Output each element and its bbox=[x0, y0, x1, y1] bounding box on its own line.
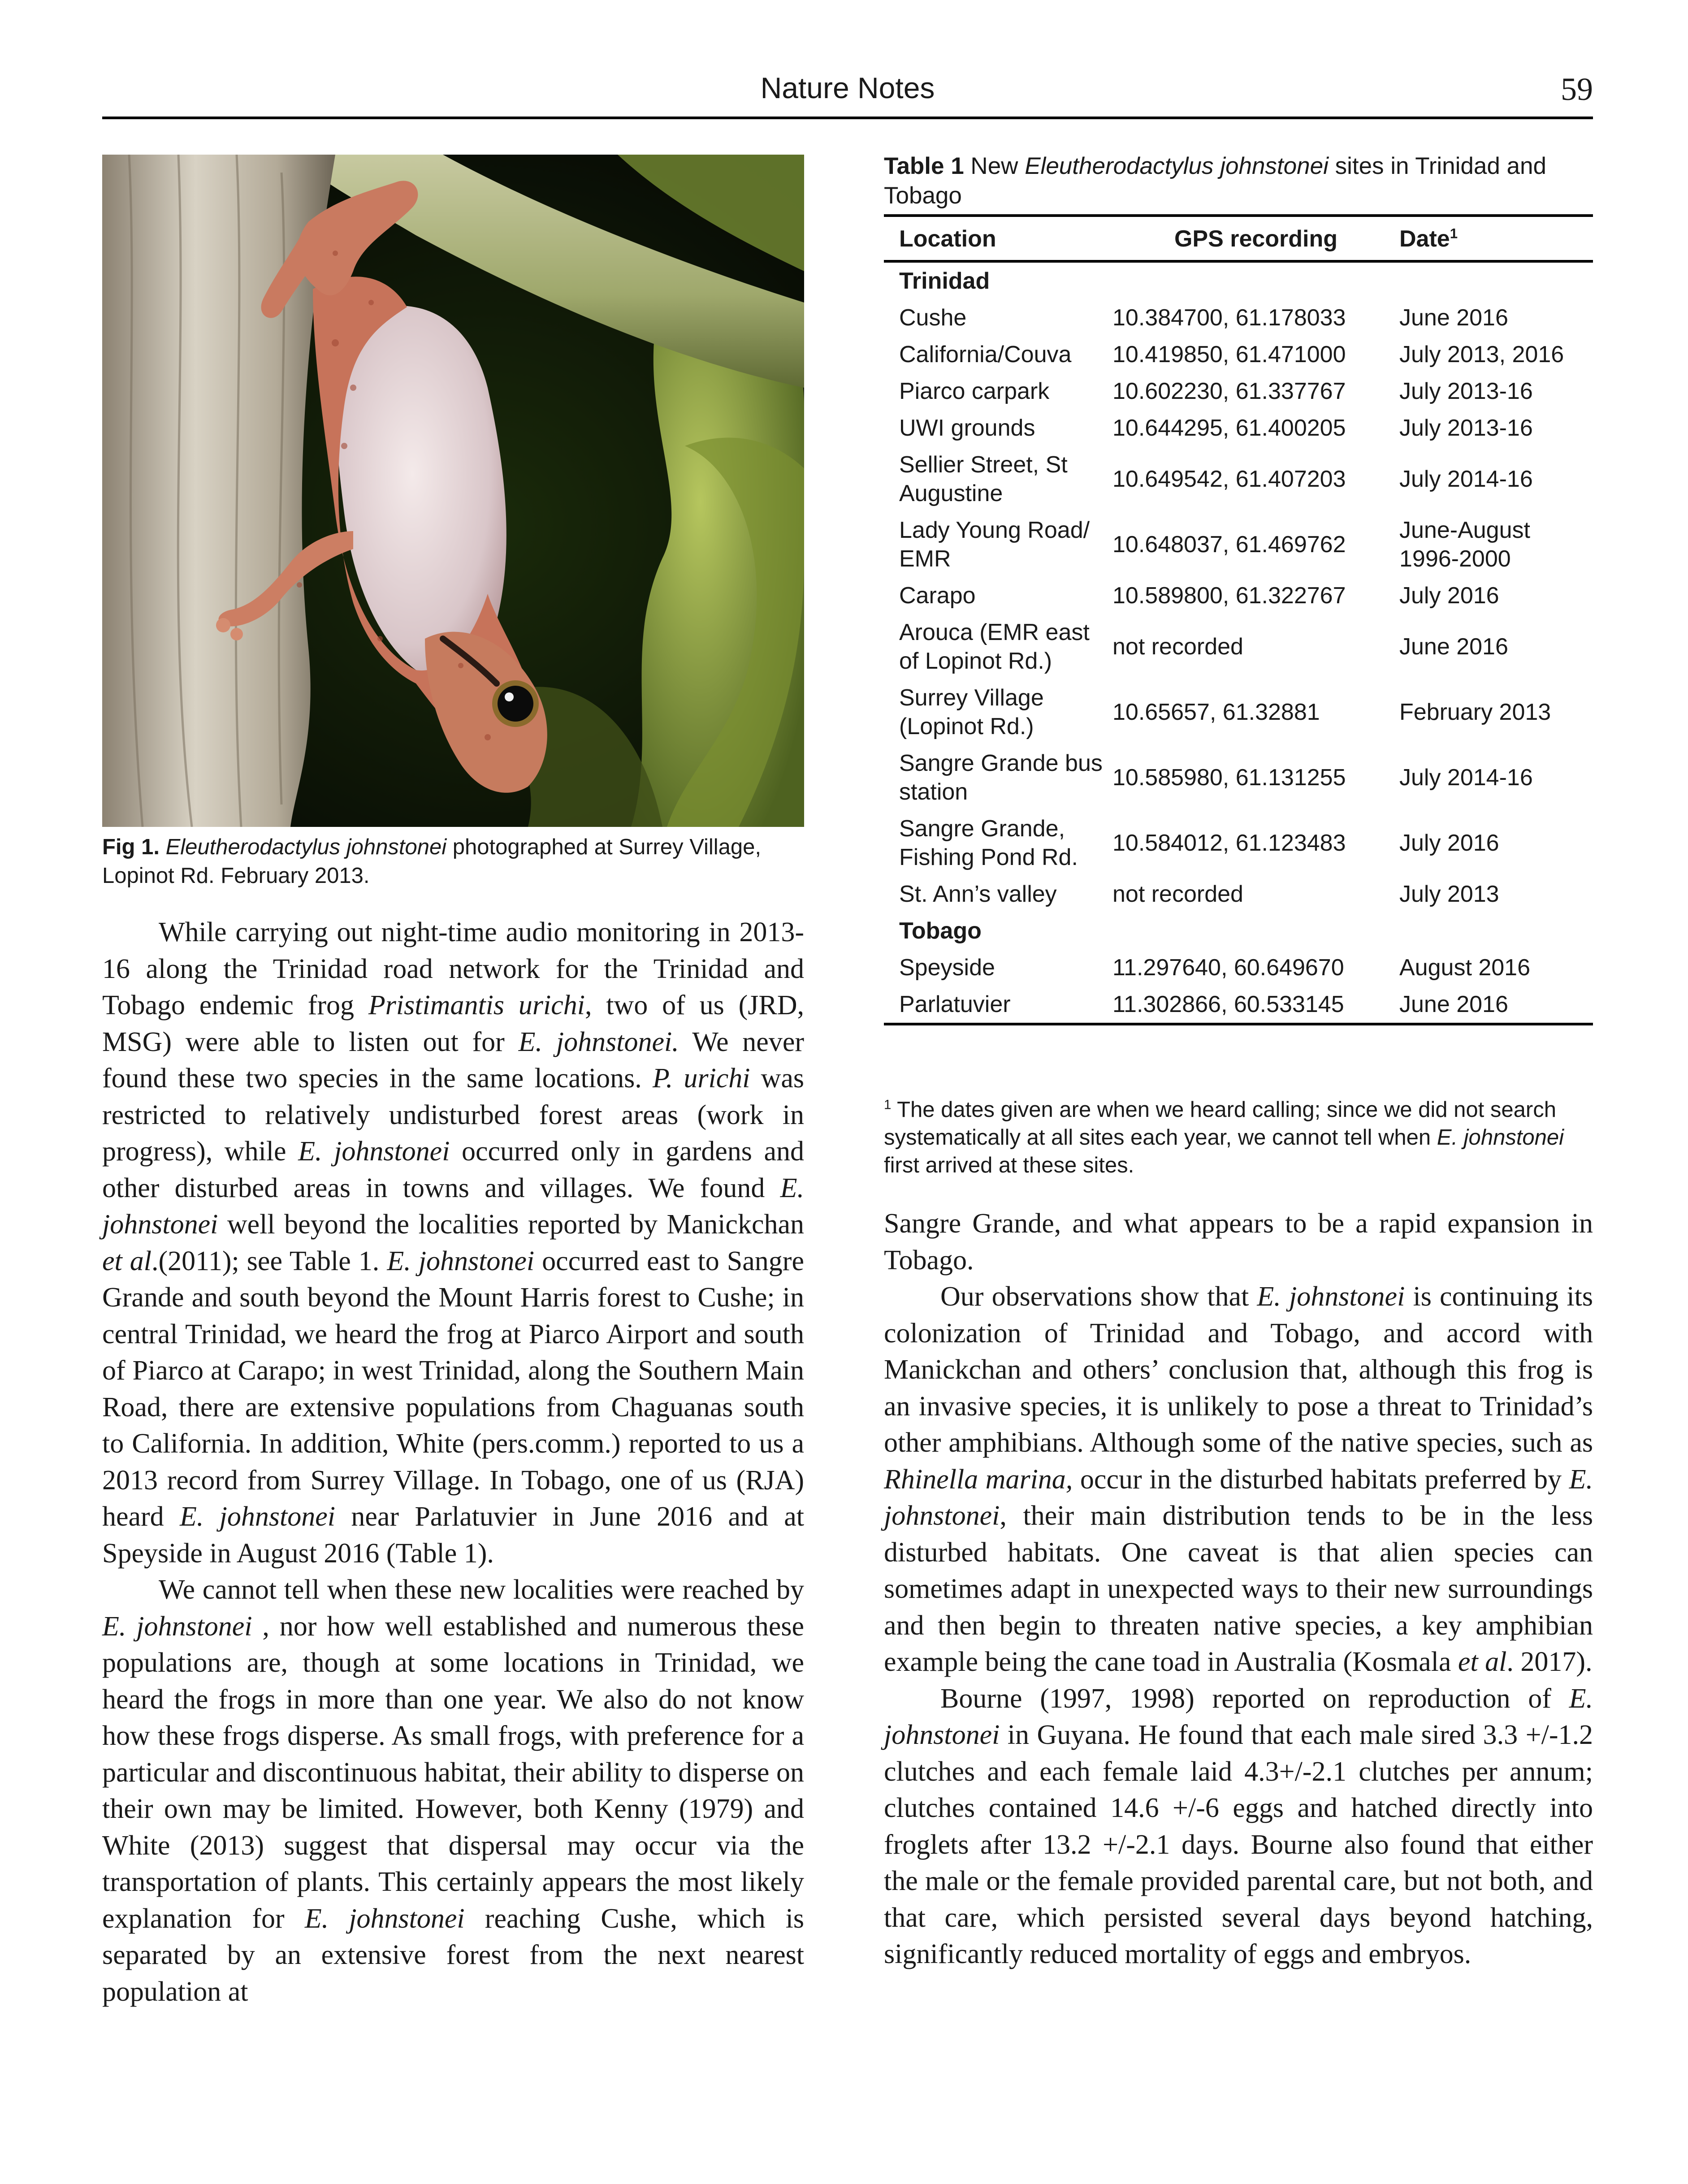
table-row bbox=[884, 614, 1593, 679]
paragraph bbox=[884, 1681, 1593, 1973]
text-run: .(2011); see Table 1. bbox=[151, 1246, 387, 1276]
italic-text: E. johnstonei bbox=[102, 1172, 804, 1240]
cell-location: Sangre Grande bus station bbox=[899, 750, 1103, 805]
column-header-location: Location bbox=[884, 216, 1112, 261]
column-header-date bbox=[1399, 216, 1593, 261]
cell-gps: 10.644295, 61.400205 bbox=[1112, 415, 1346, 441]
figure-caption-text: photographed at Surrey Village, Lopinot Rd. February 2013. bbox=[102, 835, 762, 888]
page-number: 59 bbox=[1561, 71, 1593, 107]
cell-date: July 2013, 2016 bbox=[1399, 342, 1564, 368]
table-caption-post: sites in Trinidad and Tobago bbox=[884, 153, 1546, 209]
text-run: . 2017). bbox=[1506, 1647, 1593, 1677]
cell-gps: 10.384700, 61.178033 bbox=[1112, 305, 1346, 331]
footnote-species: E. johnstonei bbox=[1437, 1125, 1564, 1150]
table-row bbox=[884, 512, 1593, 577]
left-column-text bbox=[102, 914, 804, 2010]
cell-location: UWI grounds bbox=[899, 415, 1035, 441]
italic-text: E. johnstonei bbox=[387, 1246, 535, 1276]
cell-gps: not recorded bbox=[1112, 634, 1243, 660]
cell-location: Sangre Grande, Fishing Pond Rd. bbox=[899, 816, 1078, 870]
text-run: We cannot tell when these new localities were reached by bbox=[159, 1574, 804, 1605]
paragraph bbox=[102, 914, 804, 1572]
text-run: occurred east to Sangre Grande and south beyond the Mount Harris forest to Cushe; in central Trinidad, we heard the frog at Piarco Airport and south of Piarco at Carapo; in west Trinidad, along the Southern Main Road, there are extensive populations from Chaguanas south to California. In addition, White (pers.comm.) reported to us a 2013 record from Surrey Village. In Tobago, one of us (RJA) heard bbox=[102, 1246, 804, 1532]
cell-location: Parlatuvier bbox=[884, 986, 1112, 1024]
cell-location: Arouca (EMR east of Lopinot Rd.) bbox=[899, 619, 1090, 674]
text-run: Our observations show that bbox=[940, 1281, 1257, 1312]
table-body bbox=[884, 261, 1593, 1024]
table-caption bbox=[884, 151, 1593, 211]
table-row bbox=[884, 410, 1593, 446]
cell-gps: 10.602230, 61.337767 bbox=[1112, 378, 1346, 404]
table-caption-pre: New bbox=[964, 153, 1025, 179]
footnote-mark: 1 bbox=[884, 1097, 892, 1112]
figure-caption-species: Eleutherodactylus johnstonei bbox=[165, 835, 447, 859]
frog-photograph bbox=[102, 155, 804, 827]
cell-gps: 10.584012, 61.123483 bbox=[1112, 830, 1346, 856]
italic-text: E. johnstonei. bbox=[518, 1026, 679, 1057]
cell-date: July 2014-16 bbox=[1399, 765, 1533, 791]
cell-gps: 11.302866, 60.533145 bbox=[1112, 986, 1399, 1024]
footnote-text-pre: The dates given are when we heard calling; since we did not search systematically at all sites each year, we cannot tell when bbox=[884, 1098, 1556, 1150]
footnote-text-post: first arrived at these sites. bbox=[884, 1153, 1134, 1177]
text-run: , two of us (JRD, MSG) were able to listen out for bbox=[102, 990, 804, 1057]
italic-text: Pristimantis urichi bbox=[368, 990, 585, 1021]
italic-text: et al bbox=[102, 1246, 152, 1276]
cell-date: June 2016 bbox=[1399, 986, 1593, 1024]
cell-gps: not recorded bbox=[1112, 881, 1243, 907]
table-row bbox=[884, 745, 1593, 810]
cell-date: July 2013 bbox=[1399, 881, 1499, 907]
cell-date: July 2013-16 bbox=[1399, 378, 1533, 404]
italic-text: E. johnstonei bbox=[298, 1136, 450, 1167]
table-footnote bbox=[884, 1096, 1593, 1179]
table-header-row bbox=[884, 216, 1593, 261]
cell-gps: 10.649542, 61.407203 bbox=[1112, 466, 1346, 492]
text-run: in Guyana. He found that each male sired 3.3 +/-1.2 clutches and each female laid 4.3+/-2.1 clutches per annum; clutches contained 14.6 +/-6 eggs and hatched directly into froglets after 13.2 +/-2.1 days. Bourne also found that either the male or the female provided parental care, but not both, and that care, which persisted several days beyond hatching, significantly reduced mortality of eggs and embryos. bbox=[884, 1720, 1593, 1969]
italic-text: E. johnstonei bbox=[1257, 1281, 1405, 1312]
text-run: reaching Cushe, which is separated by an extensive forest from the next nearest population at bbox=[102, 1903, 805, 2007]
cell-location: Sellier Street, St Augustine bbox=[899, 452, 1068, 506]
italic-text: E. johnstonei bbox=[884, 1464, 1593, 1531]
cell-date: June 2016 bbox=[1399, 634, 1508, 660]
italic-text: P. urichi bbox=[652, 1063, 750, 1094]
cell-location: St. Ann’s valley bbox=[899, 881, 1057, 907]
cell-gps: 10.65657, 61.32881 bbox=[1112, 699, 1320, 725]
table-row bbox=[884, 336, 1593, 373]
table-group-row bbox=[884, 913, 1593, 949]
cell-date: July 2013-16 bbox=[1399, 415, 1533, 441]
paragraph bbox=[884, 1279, 1593, 1681]
text-run: was restricted to relatively undisturbed forest areas (work in progress), while bbox=[102, 1063, 804, 1167]
cell-date: August 2016 bbox=[1399, 955, 1531, 981]
table-row bbox=[884, 299, 1593, 336]
text-run: Sangre Grande, and what appears to be a rapid expansion in Tobago. bbox=[884, 1208, 1593, 1276]
column-header-gps: GPS recording bbox=[1112, 216, 1399, 261]
table-row bbox=[884, 679, 1593, 745]
cell-date: July 2016 bbox=[1399, 830, 1499, 856]
table-row bbox=[884, 986, 1593, 1024]
text-run: While carrying out night-time audio monitoring in 2013-16 along the Trinidad road network for the Trinidad and Tobago endemic frog bbox=[102, 917, 804, 1021]
paragraph bbox=[884, 1206, 1593, 1279]
italic-text: E. johnstonei bbox=[180, 1501, 336, 1532]
cell-location: Piarco carpark bbox=[899, 378, 1050, 404]
column-header-date-note: 1 bbox=[1450, 225, 1458, 242]
cell-gps: 10.585980, 61.131255 bbox=[1112, 765, 1346, 791]
table-caption-species: Eleutherodactylus johnstonei bbox=[1025, 153, 1329, 179]
table-row bbox=[884, 446, 1593, 512]
cell-gps: 11.297640, 60.649670 bbox=[1112, 955, 1344, 981]
text-run: Bourne (1997, 1998) reported on reproduction of bbox=[940, 1683, 1569, 1714]
paragraph bbox=[102, 1572, 804, 2010]
text-run: occur in the disturbed habitats preferred by bbox=[1073, 1464, 1569, 1495]
table-row bbox=[884, 577, 1593, 614]
cell-date: July 2016 bbox=[1399, 583, 1499, 609]
cell-gps: 10.419850, 61.471000 bbox=[1112, 342, 1346, 368]
group-label: Trinidad bbox=[899, 268, 990, 294]
table-group-row bbox=[884, 261, 1593, 299]
table-row bbox=[884, 949, 1593, 986]
table-row bbox=[884, 876, 1593, 913]
sites-table bbox=[884, 214, 1593, 1025]
italic-text: E. johnstonei bbox=[304, 1903, 465, 1934]
cell-location: Cushe bbox=[899, 305, 967, 331]
cell-date: February 2013 bbox=[1399, 699, 1551, 725]
italic-text: Rhinella marina, bbox=[884, 1464, 1073, 1495]
figure-caption bbox=[102, 833, 804, 890]
text-run: near Parlatuvier in June 2016 and at Speyside in August 2016 (Table 1). bbox=[102, 1501, 805, 1569]
cell-gps: 10.589800, 61.322767 bbox=[1112, 583, 1346, 609]
cell-location: Speyside bbox=[899, 955, 995, 981]
running-head bbox=[102, 67, 1593, 119]
column-header-date-label: Date bbox=[1399, 226, 1450, 252]
text-run: We never found these two species in the same locations. bbox=[102, 1026, 804, 1094]
cell-date: June-August 1996-2000 bbox=[1399, 517, 1530, 572]
cell-location: Carapo bbox=[899, 583, 976, 609]
text-run: occurred only in gardens and other disturbed areas in towns and villages. We found bbox=[102, 1136, 804, 1203]
italic-text: et al bbox=[1458, 1647, 1507, 1677]
text-run: well beyond the localities reported by Manickchan bbox=[218, 1209, 804, 1240]
journal-section-title: Nature Notes bbox=[760, 71, 935, 104]
group-label: Tobago bbox=[899, 918, 982, 944]
figure-caption-label: Fig 1. bbox=[102, 835, 160, 859]
italic-text: E. johnstonei bbox=[102, 1611, 252, 1642]
cell-location: Lady Young Road/ EMR bbox=[899, 517, 1090, 572]
cell-gps: 10.648037, 61.469762 bbox=[1112, 532, 1346, 558]
text-run: is continuing its colonization of Trinidad and Tobago, and accord with Manickchan and others’ conclusion that, although this frog is an invasive species, it is unlikely to pose a threat to Trinidad’s other amphibians. Although some of the native species, such as bbox=[884, 1281, 1593, 1458]
text-run: , nor how well established and numerous these populations are, though at some locations in Trinidad, we heard the frogs in more than one year. We also do not know how these frogs disperse. As small frogs, with preference for a particular and discontinuous habitat, their ability to disperse on their own may be limited. However, both Kenny (1979) and White (2013) suggest that dispersal may occur via the transportation of plants. This certainly appears the most likely explanation for bbox=[102, 1611, 804, 1934]
cell-location: California/Couva bbox=[899, 342, 1072, 368]
cell-date: June 2016 bbox=[1399, 305, 1508, 331]
table-row bbox=[884, 810, 1593, 876]
table-caption-label: Table 1 bbox=[884, 153, 964, 179]
right-column-text bbox=[884, 1206, 1593, 1973]
table-row bbox=[884, 373, 1593, 410]
text-run: , their main distribution tends to be in the less disturbed habitats. One caveat is that alien species can sometimes adapt in unexpected ways to their new surroundings and then begin to threaten native species, a key amphibian example being the cane toad in Australia (Kosmala bbox=[884, 1501, 1593, 1677]
italic-text: E. johnstonei bbox=[884, 1683, 1593, 1750]
cell-location: Surrey Village (Lopinot Rd.) bbox=[899, 685, 1044, 740]
cell-date: July 2014-16 bbox=[1399, 466, 1533, 492]
